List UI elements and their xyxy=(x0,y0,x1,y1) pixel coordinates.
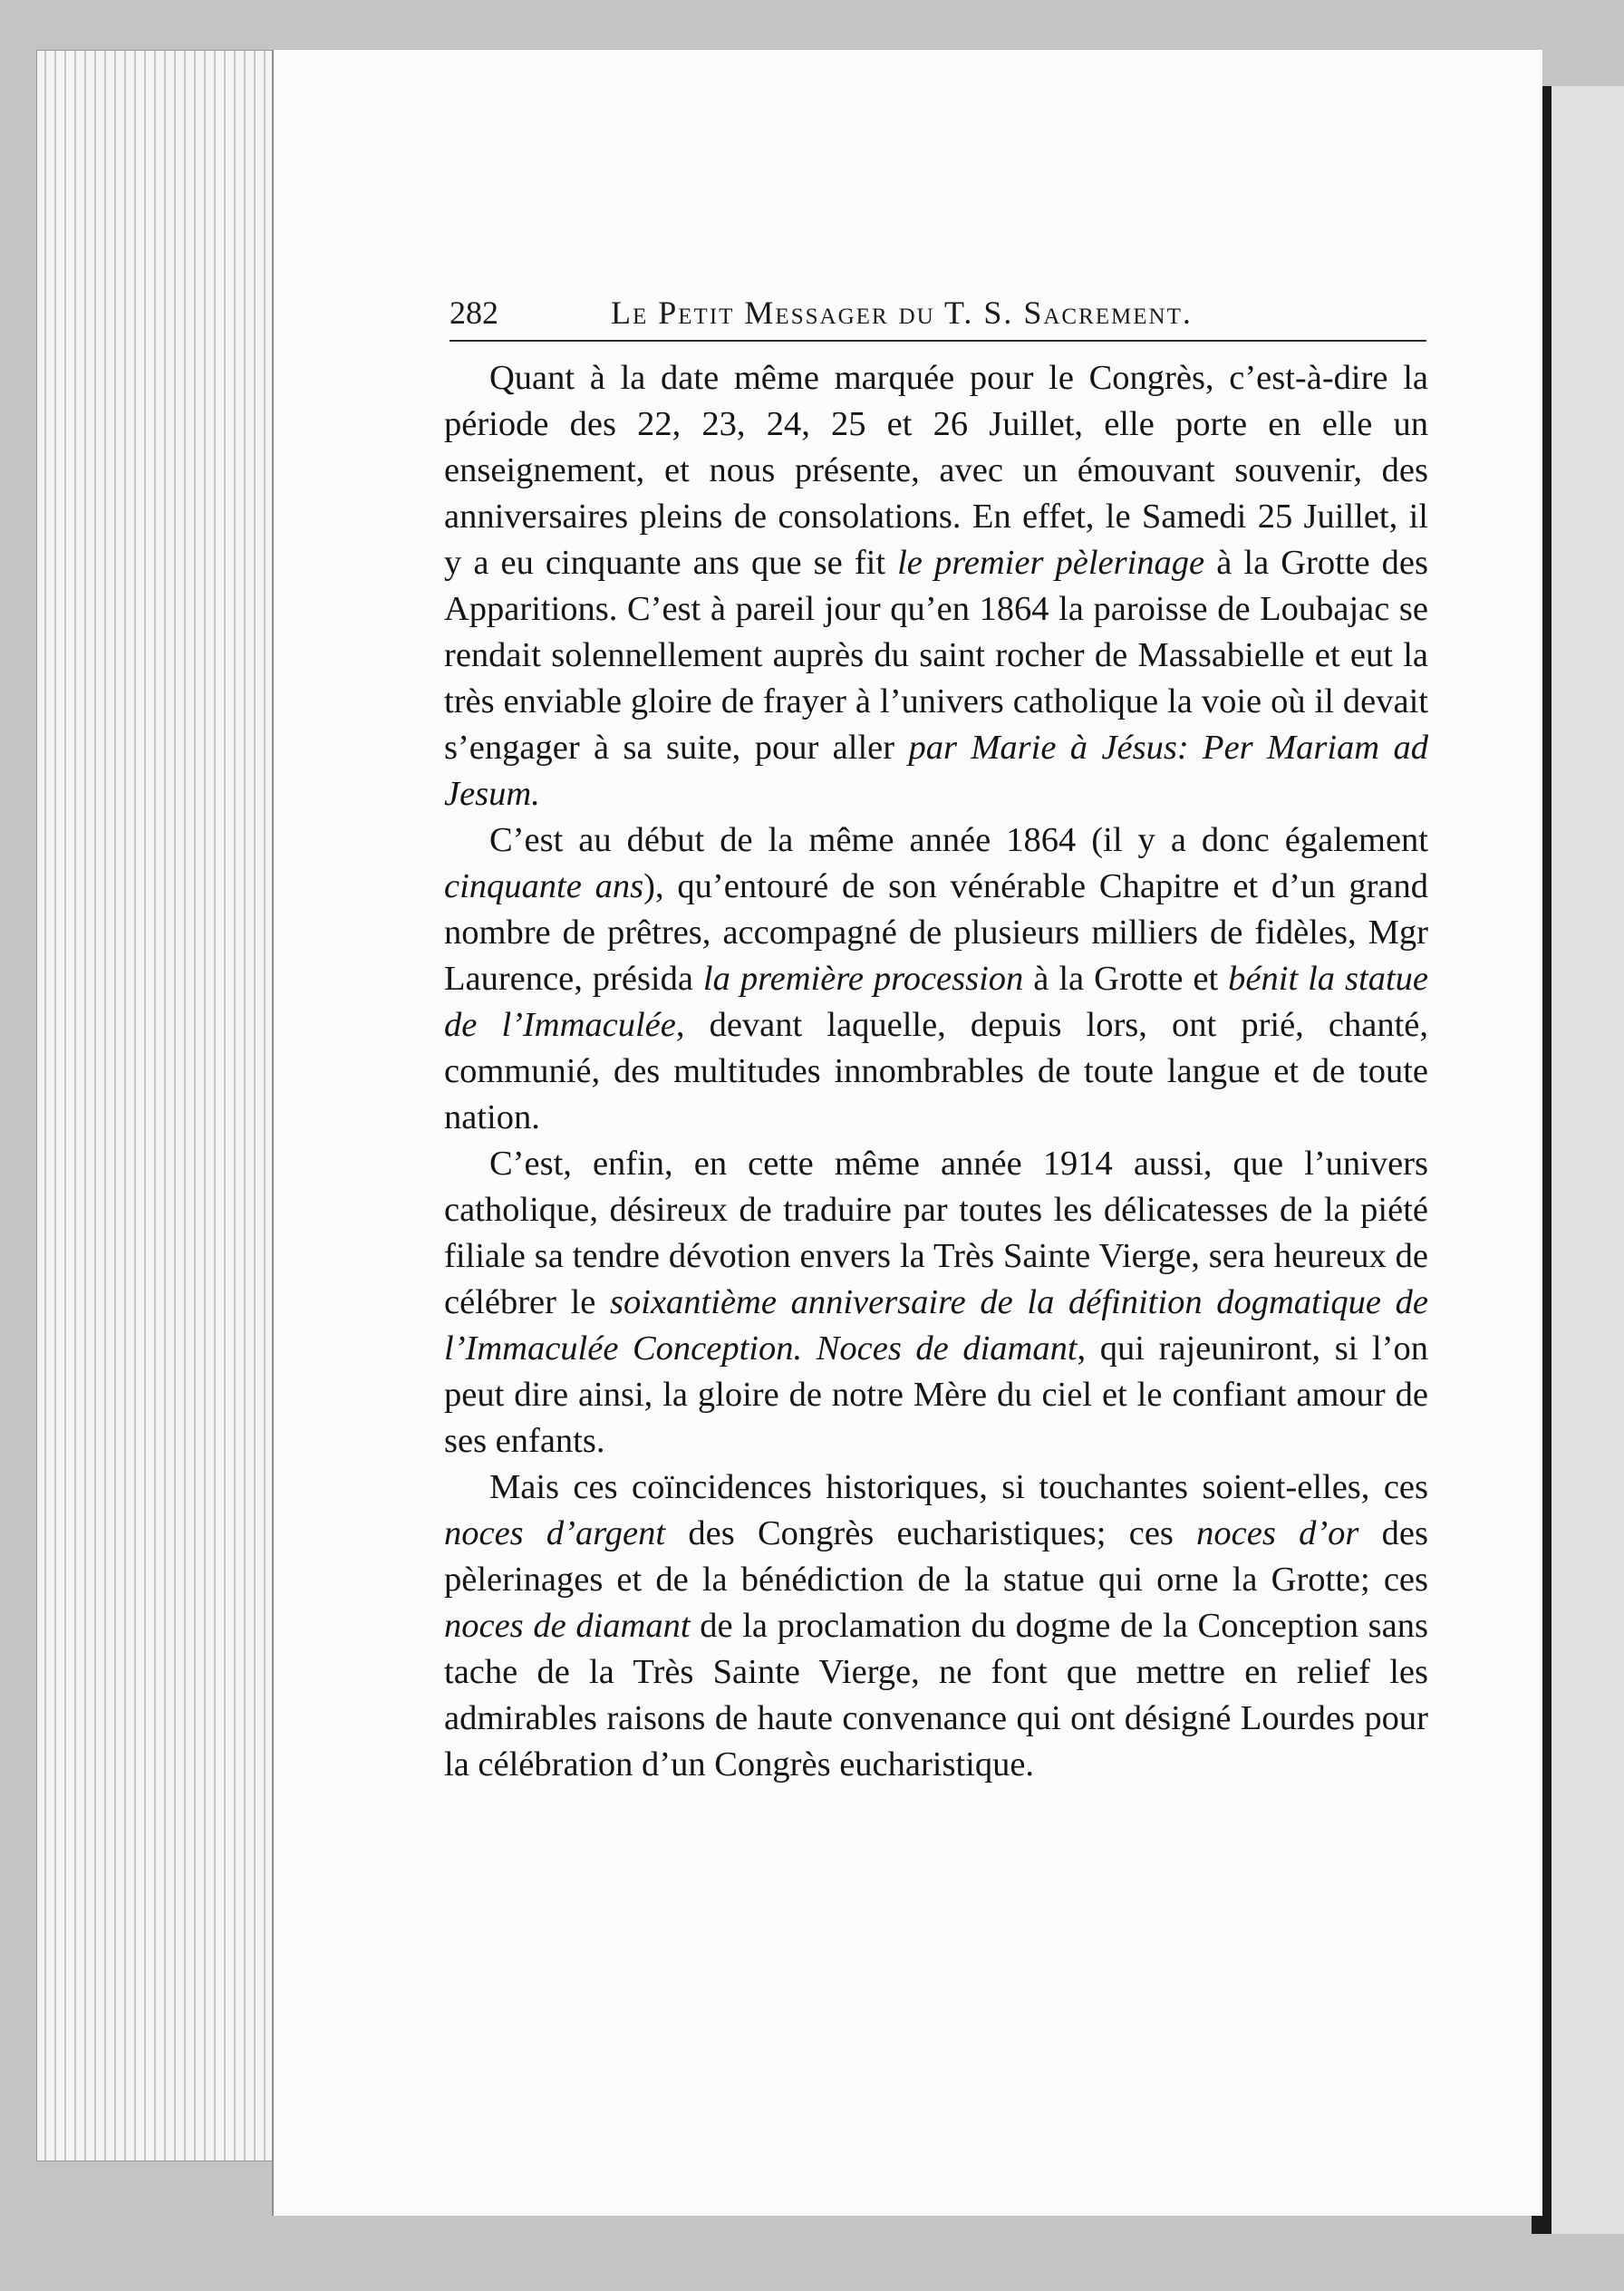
paragraph xyxy=(444,817,1428,1141)
italic-text-run: le premier pèlerinage xyxy=(897,544,1205,582)
text-run: à la Grotte et xyxy=(1023,960,1229,998)
facing-page xyxy=(1552,86,1624,2234)
italic-text-run: par Marie à Jésus: Per Mariam ad Jesum. xyxy=(444,729,1428,813)
body-text xyxy=(444,355,1428,1788)
italic-text-run: noces d’or xyxy=(1196,1514,1359,1552)
text-run: C’est, enfin, en cette même année 1914 aussi, que l’univers catholique, désireux de traduire par toutes les délicatesses de la piété filiale sa tendre dévotion envers la Très Sainte Vierge, sera heureux de célébrer le xyxy=(444,1145,1428,1321)
running-title: Le Petit Messager du T. S. Sacrement. xyxy=(611,295,1193,331)
italic-text-run: bénit la statue de l’Immaculée xyxy=(444,960,1428,1044)
text-run: Mais ces coïncidences historiques, si touchantes soient-elles, ces xyxy=(489,1468,1428,1506)
text-run: , qui rajeuniront, si l’on peut dire ainsi, la gloire de notre Mère du ciel et le confiant amour de ses enfants. xyxy=(444,1329,1428,1460)
text-run: des pèlerinages et de la bénédiction de la statue qui orne la Grotte; ces xyxy=(444,1514,1428,1599)
italic-text-run: la première procession xyxy=(702,960,1024,998)
text-run: Quant à la date même marquée pour le Congrès, c’est-à-dire la période des 22, 23, 24, 25 et 26 Juillet, elle porte en elle un enseignement, et nous présente, avec un émouvant souvenir, des anniversaires pleins de consolations. En effet, le Samedi 25 Juillet, il y a eu cinquante ans que se fit xyxy=(444,359,1428,582)
page-number: 282 xyxy=(450,295,498,331)
italic-text-run: noces de diamant xyxy=(444,1607,691,1645)
text-run: à la Grotte des Apparitions. C’est à pareil jour qu’en 1864 la paroisse de Loubajac se rendait solennellement auprès du saint rocher de Massabielle et eut la très enviable gloire de frayer à l’univers catholique la voie où il devait s’engager à sa suite, pour aller xyxy=(444,544,1428,767)
text-run: C’est au début de la même année 1864 (il y a donc également xyxy=(489,821,1428,859)
page-stack-edges xyxy=(36,50,281,2161)
paragraph xyxy=(444,1464,1428,1788)
text-run: des Congrès eucharistiques; ces xyxy=(665,1514,1197,1552)
italic-text-run: soixantième anniversaire de la définition dogmatique de l’Immaculée Conception. Noces de diamant xyxy=(444,1283,1428,1368)
paragraph xyxy=(444,1141,1428,1464)
text-run: ), qu’entouré de son vénérable Chapitre et d’un grand nombre de prêtres, accompagné de plusieurs milliers de fidèles, Mgr Laurence, présida xyxy=(444,867,1428,998)
italic-text-run: cinquante ans xyxy=(444,867,644,905)
paragraph xyxy=(444,355,1428,817)
text-run: , devant laquelle, depuis lors, ont prié, chanté, communié, des multitudes innombrables de toute langue et de toute nation. xyxy=(444,1006,1428,1136)
italic-text-run: noces d’argent xyxy=(444,1514,666,1552)
text-run: de la proclamation du dogme de la Conception sans tache de la Très Sainte Vierge, ne font que mettre en relief les admirables raisons de haute convenance qui ont désigné Lourdes pour la célébration d’un Congrès eucharistique. xyxy=(444,1607,1428,1784)
running-head xyxy=(450,276,1426,342)
